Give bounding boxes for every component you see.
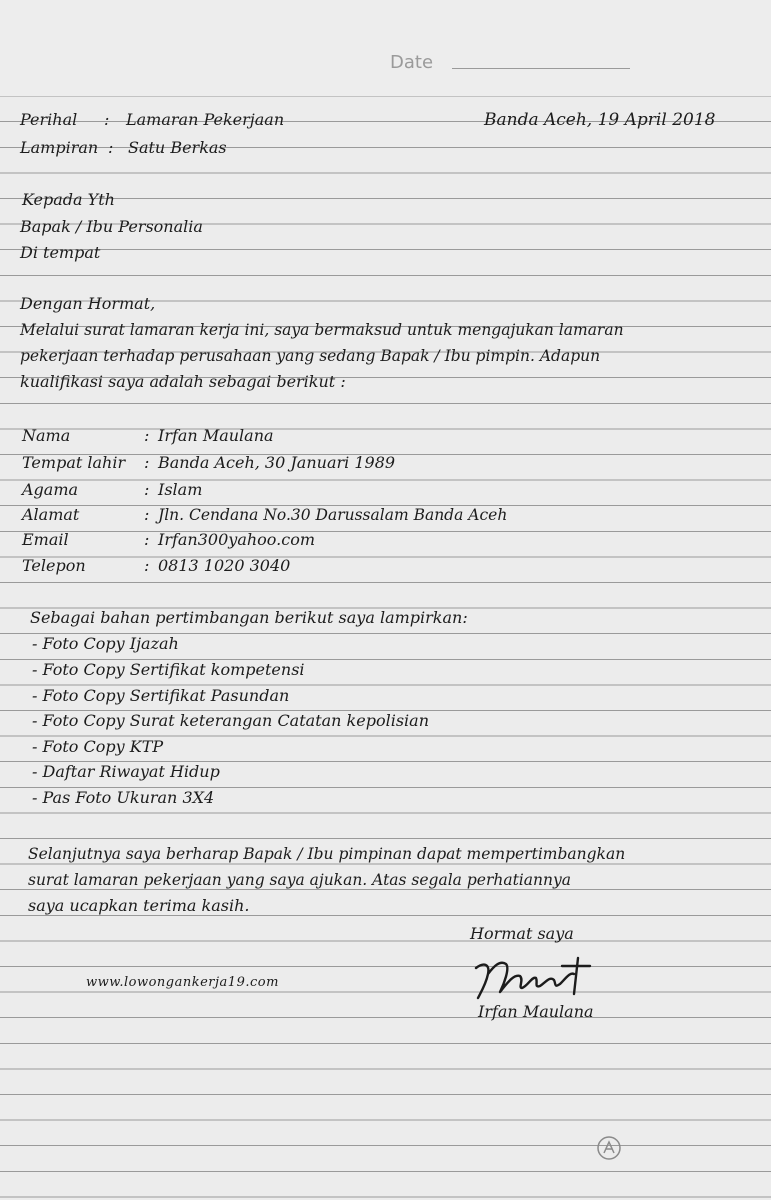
detail-label: Email — [22, 530, 69, 549]
closing-line-2: surat lamaran pekerjaan yang saya ajukan. Atas segala perhatiannya — [28, 871, 571, 889]
detail-value: Irfan300yahoo.com — [158, 530, 315, 549]
place-date: Banda Aceh, 19 April 2018 — [484, 110, 716, 130]
attachment-label: Lampiran — [20, 138, 99, 157]
colon: : — [104, 110, 110, 129]
attachments-intro: Sebagai bahan pertimbangan berikut saya lampirkan: — [30, 608, 468, 627]
date-line — [452, 68, 630, 69]
detail-value: Islam — [158, 480, 203, 499]
detail-label: Telepon — [22, 556, 86, 575]
salutation: Hormat saya — [470, 924, 574, 943]
detail-value: Banda Aceh, 30 Januari 1989 — [158, 453, 396, 472]
notebook-brand-mark-icon — [596, 1135, 622, 1161]
attachment-item: - Pas Foto Ukuran 3X4 — [32, 788, 215, 807]
closing-line-1: Selanjutnya saya berharap Bapak / Ibu pimpinan dapat mempertimbangkan — [28, 845, 626, 863]
attachment-item: - Foto Copy Surat keterangan Catatan kepolisian — [32, 711, 429, 730]
detail-label: Agama — [22, 480, 79, 499]
greeting: Dengan Hormat, — [20, 294, 156, 313]
detail-label: Tempat lahir — [22, 453, 126, 472]
colon: : — [108, 138, 114, 157]
attachment-item: - Foto Copy Sertifikat kompetensi — [32, 660, 305, 679]
colon: : — [144, 505, 150, 524]
website: www.lowongankerja19.com — [86, 975, 279, 990]
colon: : — [144, 453, 150, 472]
recipient-line-2: Bapak / Ibu Personalia — [20, 217, 203, 236]
colon: : — [144, 480, 150, 499]
recipient-line-3: Di tempat — [20, 243, 101, 262]
colon: : — [144, 556, 150, 575]
attachment-item: - Foto Copy Ijazah — [32, 634, 179, 653]
intro-line-1: Melalui surat lamaran kerja ini, saya bermaksud untuk mengajukan lamaran — [20, 321, 624, 339]
attachment-item: - Foto Copy Sertifikat Pasundan — [32, 686, 290, 705]
handwritten-signature-icon — [470, 954, 594, 1002]
intro-line-2: pekerjaan terhadap perusahaan yang sedang Bapak / Ibu pimpin. Adapun — [20, 347, 601, 365]
detail-label: Alamat — [22, 505, 80, 524]
detail-value: 0813 1020 3040 — [158, 556, 291, 575]
intro-line-3: kualifikasi saya adalah sebagai berikut : — [20, 372, 346, 391]
subject-label: Perihal — [20, 110, 78, 129]
signer-name: Irfan Maulana — [478, 1002, 594, 1021]
attachment-item: - Foto Copy KTP — [32, 737, 164, 756]
date-label: Date — [390, 52, 434, 73]
detail-value: Irfan Maulana — [158, 426, 274, 445]
colon: : — [144, 530, 150, 549]
date-area — [390, 52, 433, 76]
detail-value: Jln. Cendana No.30 Darussalam Banda Aceh — [158, 506, 508, 524]
page-top-margin — [0, 0, 771, 96]
attachment-value: Satu Berkas — [128, 138, 227, 157]
recipient-line-1: Kepada Yth — [22, 190, 115, 209]
subject-value: Lamaran Pekerjaan — [126, 110, 285, 129]
closing-line-3: saya ucapkan terima kasih. — [28, 896, 250, 915]
colon: : — [144, 426, 150, 445]
detail-label: Nama — [22, 426, 71, 445]
attachment-item: - Daftar Riwayat Hidup — [32, 762, 220, 781]
